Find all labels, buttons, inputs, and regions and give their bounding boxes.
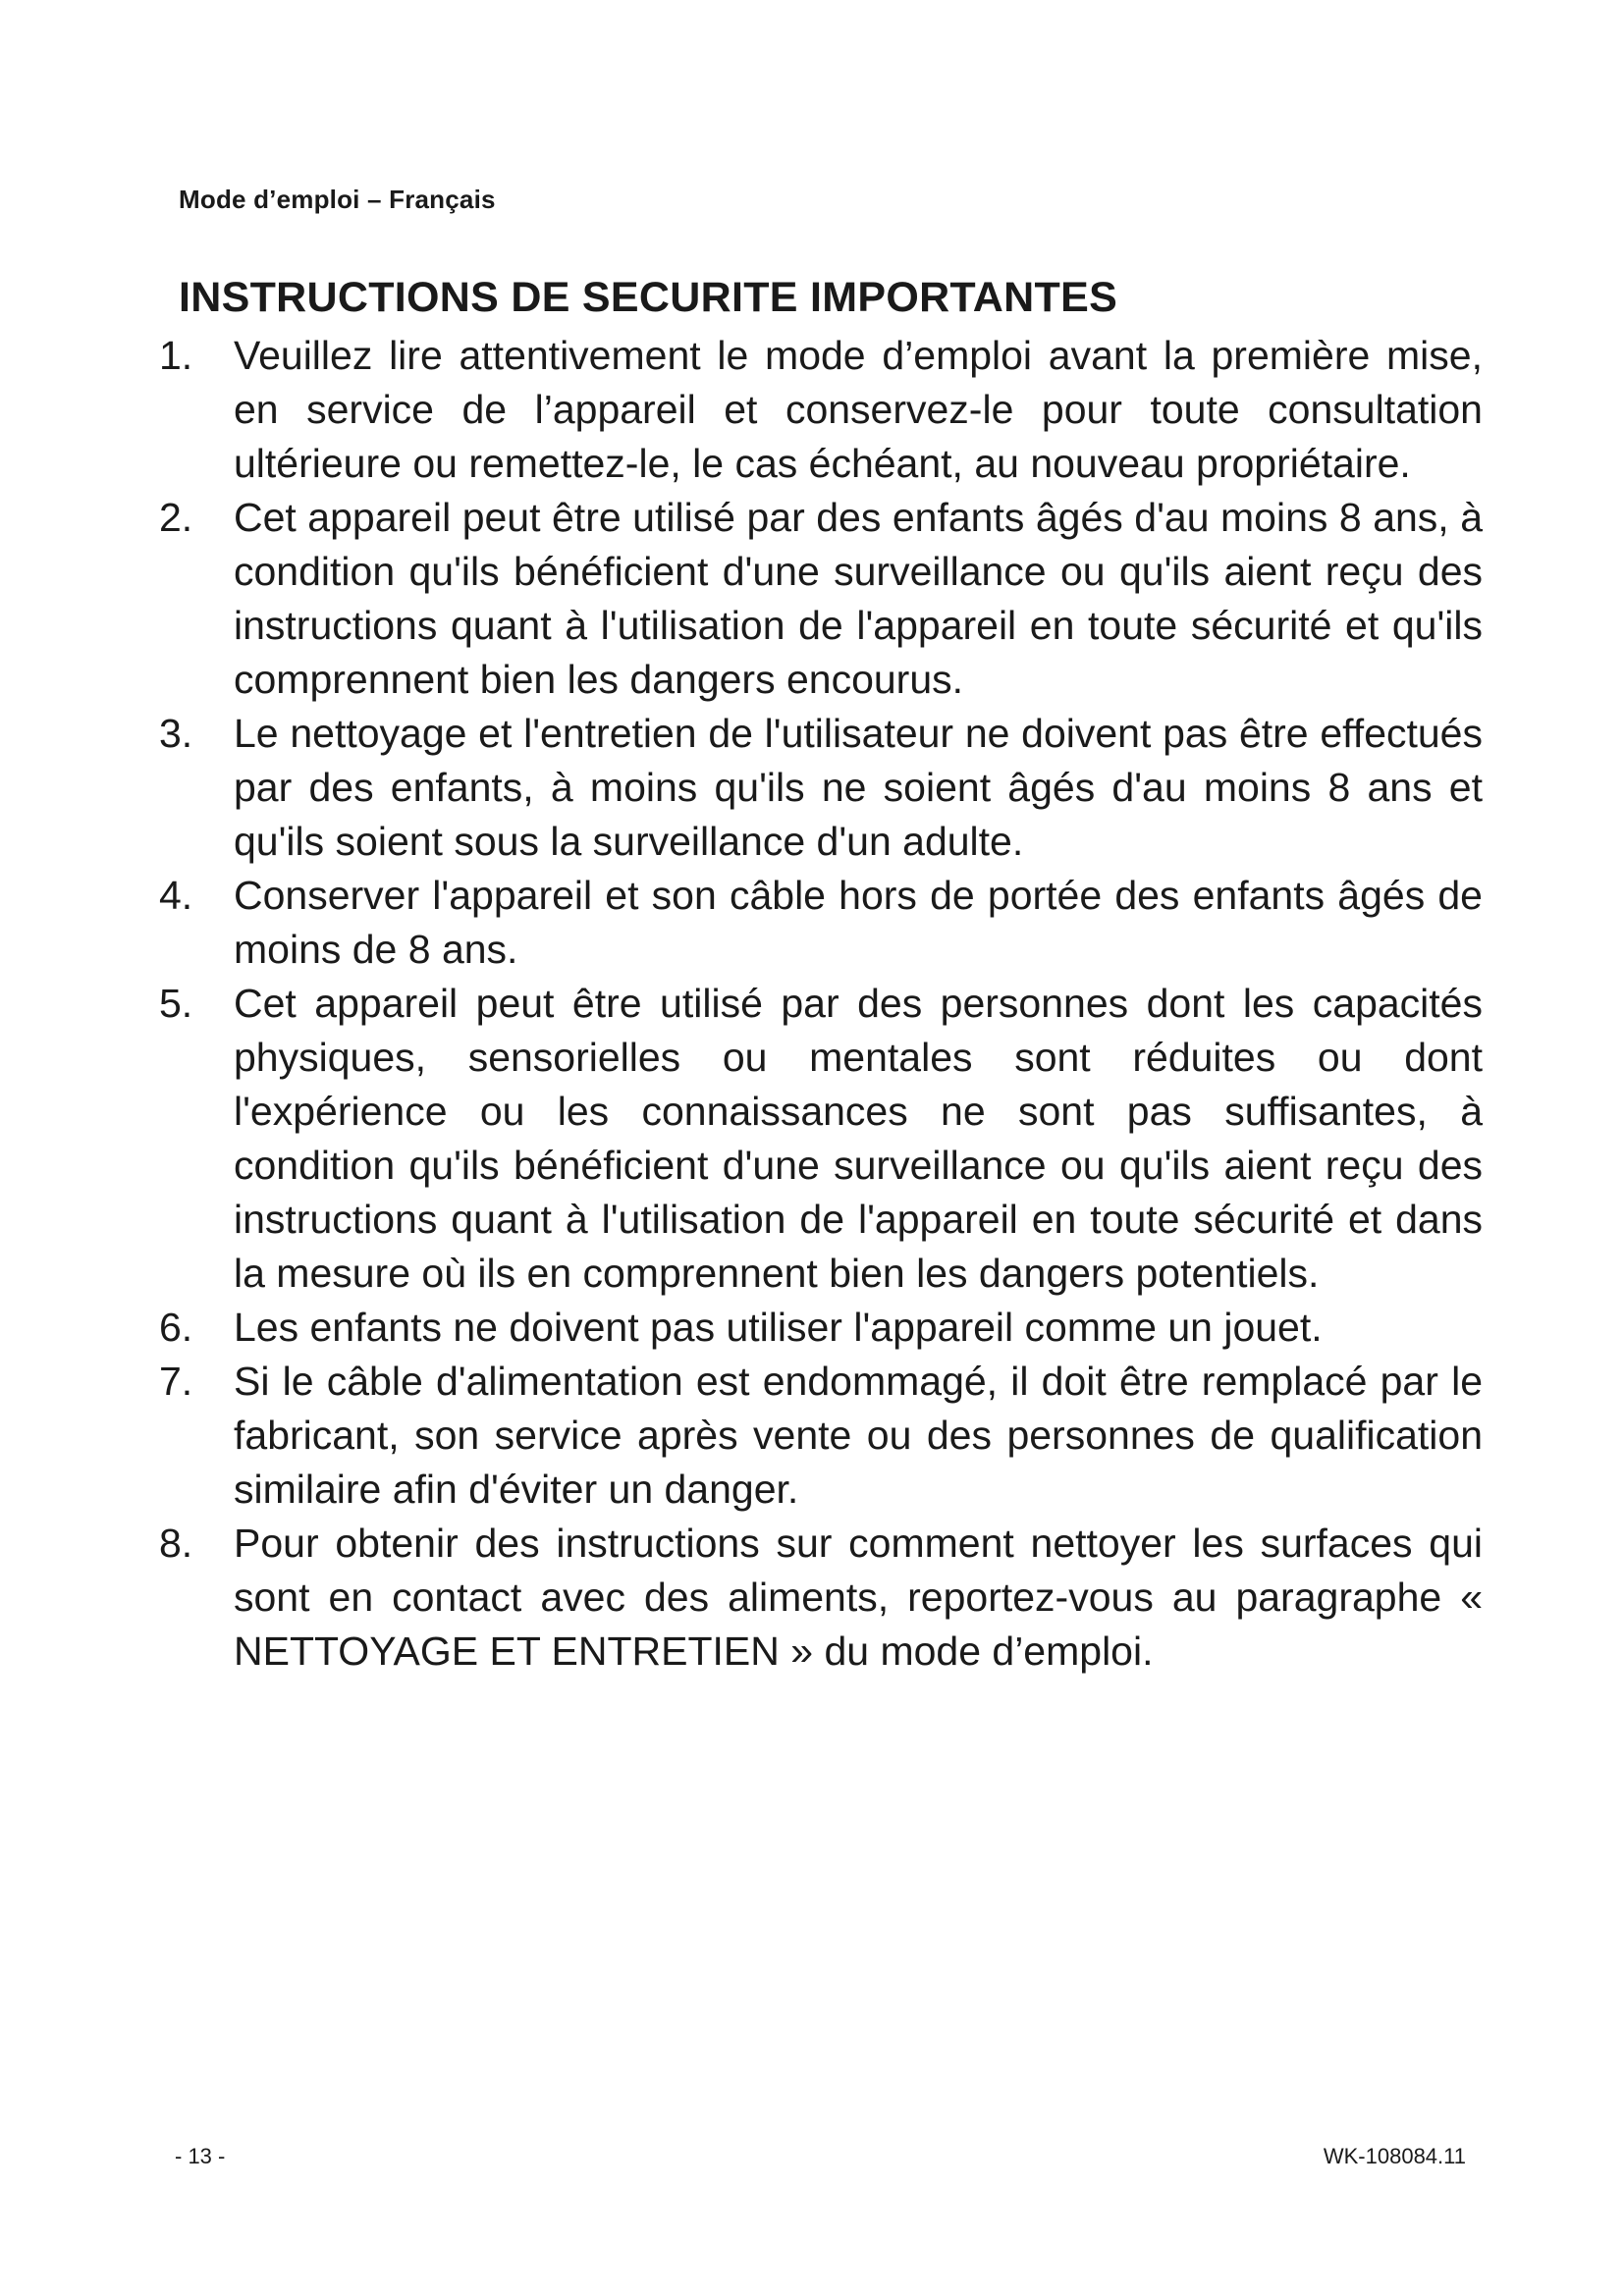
item-number: 8. [159,1521,193,1566]
item-number: 2. [159,495,193,540]
document-header: Mode d’emploi – Français [179,185,496,214]
item-number: 1. [159,333,193,378]
item-number: 7. [159,1359,193,1404]
list-item [147,491,1483,707]
list-item [147,1301,1483,1355]
page-title: INSTRUCTIONS DE SECURITE IMPORTANTES [179,274,1118,321]
item-text: Les enfants ne doivent pas utiliser l'appareil comme un jouet. [234,1305,1323,1350]
item-text: Pour obtenir des instructions sur comment nettoyer les surfaces qui sont en contact avec des aliments, reportez-vous au paragraphe « NETTOYAGE ET ENTRETIEN » du mode d’emploi. [234,1521,1483,1674]
list-item [147,869,1483,977]
list-item [147,329,1483,491]
document-reference: WK-108084.11 [1323,2144,1466,2168]
list-item [147,1355,1483,1517]
item-text: Cet appareil peut être utilisé par des personnes dont les capacités physiques, sensorielles ou mentales sont réduites ou dont l'expérience ou les connaissances ne sont pas suffisantes, à condition qu'ils bénéficient d'une surveillance ou qu'ils aient reçu des instructions quant à l'utilisation de l'appareil en toute sécurité et dans la mesure où ils en comprennent bien les dangers potentiels. [234,981,1483,1296]
list-item [147,707,1483,869]
item-text: Veuillez lire attentivement le mode d’emploi avant la première mise, en service de l’appareil et conservez-le pour toute consultation ultérieure ou remettez-le, le cas échéant, au nouveau propriétaire. [234,333,1483,486]
list-item [147,1517,1483,1679]
safety-instructions-list [147,329,1483,1679]
item-text: Le nettoyage et l'entretien de l'utilisateur ne doivent pas être effectués par des enfants, à moins qu'ils ne soient âgés d'au moins 8 ans et qu'ils soient sous la surveillance d'un adulte. [234,711,1483,864]
item-number: 6. [159,1305,193,1350]
item-number: 3. [159,711,193,756]
item-text: Si le câble d'alimentation est endommagé, il doit être remplacé par le fabricant, son service après vente ou des personnes de qualification similaire afin d'éviter un danger. [234,1359,1483,1512]
item-number: 4. [159,873,193,918]
item-text: Cet appareil peut être utilisé par des enfants âgés d'au moins 8 ans, à condition qu'ils bénéficient d'une surveillance ou qu'ils aient reçu des instructions quant à l'utilisation de l'appareil en toute sécurité et qu'ils comprennent bien les dangers encourus. [234,495,1483,702]
item-text: Conserver l'appareil et son câble hors de portée des enfants âgés de moins de 8 ans. [234,873,1483,972]
list-item [147,977,1483,1301]
page-number: - 13 - [175,2144,226,2168]
item-number: 5. [159,981,193,1026]
